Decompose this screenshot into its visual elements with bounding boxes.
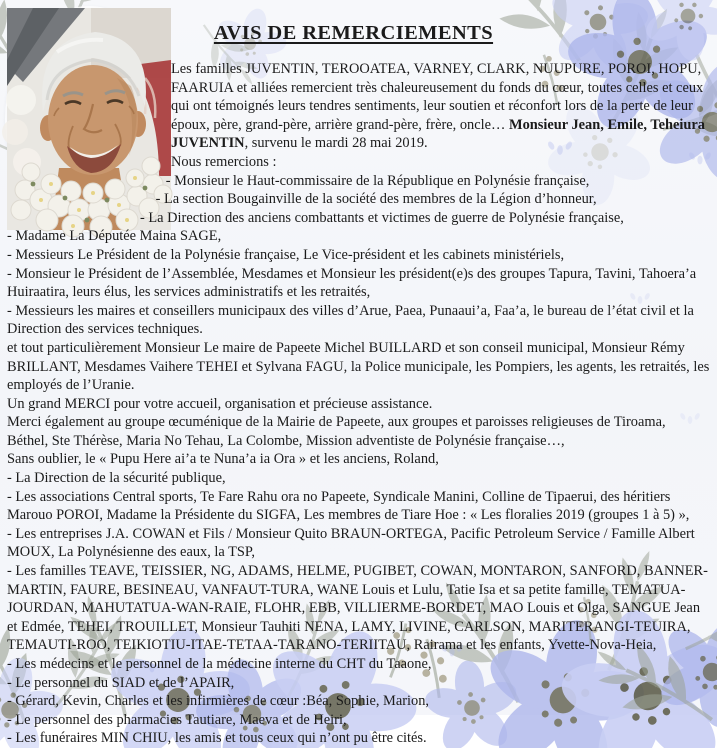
thanks-line: - Les familles TEAVE, TEISSIER, NG, ADAMS, HELME, PUGIBET, COWAN, MONTARON, SANFORD, BANNER-MARTIN, FAURE, BESINEAU, VANFAUT-TURA, WANE Louis et Lulu, Tatie Isa et sa petite famille, TEMATUA-JOURDAN, MAHUTATUA-WAN-RAIE, FLOHR, EBB, VILLIERME-BORDET, MAO Louis et Olga, SANGUE Jean et Edmée, TEHEI, TROUILLET, Monsieur Tauhiti NENA, LAMY, LIVINE, CARLSON, MARITERANGI-TEUIRA, TEMAUTI-ROO, TEIKIOTIU-ITAE-TETAA-TARANO-TERIITAU, Rairama et les enfants, Yvette-Nova-Heia, [7,563,708,654]
thanks-line: Sans oublier, le « Pupu Here ai’a te Nuna’a ia Ora » et les anciens, Roland, [7,451,439,468]
thanks-line: - La section Bougainville de la société des membres de la Légion d’honneur, [155,191,597,208]
page-title: AVIS DE REMERCIEMENTS [213,22,494,44]
thanks-line: - Le personnel du SIAD et de l’APAIR, [7,674,235,691]
intro-text: Les familles JUVENTIN, TEROOATEA, VARNEY, CLARK, NUUPURE, POROI, HOPU, FAARUIA et alliées remercient très chaleureusement du fonds du cœur, toutes celles et ceux qui ont témoignés leurs tendres sentiments, leur soutien et réconfort lors de la perte de leur époux, père, grand-père, arrière grand-père, frère, oncle… [171,61,704,133]
thanks-line: - Messieurs les maires et conseillers municipaux des villes d’Arue, Paea, Punaaui’a, Faa’a, le bureau de l’état civil et la Direction des services techniques. [7,302,694,338]
portrait-photo [7,8,171,218]
thanks-line: et tout particulièrement Monsieur Le maire de Papeete Michel BUILLARD et son conseil municipal, Monsieur Rémy BRILLANT, Mesdames Vaihere TEHEI et Sylvana FAGU, la Police municipale, les Pompiers, les agents, les retraités, les employés de l’Uranie. [7,339,710,394]
deceased-name: Monsieur Jean, Emile, Teheiura JUVENTIN [171,116,705,152]
notice-body [0,8,717,747]
thanks-line: - Le personnel des pharmacies Tautiare, Maeva et de Heiri, [7,711,347,728]
thanks-line: - Madame La Députée Maina SAGE, [7,228,222,245]
thanks-line: - La Direction de la sécurité publique, [7,470,226,487]
thanks-line: - Messieurs Le Président de la Polynésie française, Le Vice-président et les cabinets ministériels, [7,246,565,263]
thanks-line: - La Direction des anciens combattants et victimes de guerre de Polynésie française, [139,209,624,226]
thanks-lead: Nous remercions : [171,153,277,170]
portrait-photo-oval [7,8,171,230]
thanks-line: - Les funéraires MIN CHIU, les amis et tous ceux qui n’ont pu être cités. [7,730,427,747]
thanks-line: Un grand MERCI pour votre accueil, organisation et précieuse assistance. [7,395,433,412]
thanks-line: - Monsieur le Président de l’Assemblée, Mesdames et Monsieur les président(e)s des groupes Tapura, Tavini, Tahoera’a Huiraatira, leurs élus, les services administratifs et les retraités, [7,265,697,301]
thanks-line: - Les associations Central sports, Te Fare Rahu ora no Papeete, Syndicale Manini, Colline de Tipaerui, des héritiers Marouo POROI, Madame la Présidente du SIGFA, Les membres de Tiare Hoe : « Les floralies 2019 (groupes 1 à 5) », [7,488,690,524]
intro-text-after: , survenu le mardi 28 mai 2019. [244,135,428,152]
thanks-line: - Les entreprises J.A. COWAN et Fils / Monsieur Quito BRAUN-ORTEGA, Pacific Petroleum Service / Famille Albert MOUX, La Polynésienne des eaux, la TSP, [7,525,695,561]
thanks-line: - Monsieur le Haut-commissaire de la République en Polynésie française, [165,172,590,189]
thanks-line: - Gérard, Kevin, Charles et les infirmières de cœur :Béa, Sophie, Marion, [7,693,429,710]
thanks-line: - Les médecins et le personnel de la médecine interne du CHT du Taaone, [7,656,432,672]
thanks-line: Merci également au groupe œcuménique de la Mairie de Papeete, aux groupes et paroisses religieuses de Tiroama, Béthel, Ste Thérèse, Maria No Tehau, La Colombe, Mission adventiste de Polynésie française…, [7,414,666,449]
